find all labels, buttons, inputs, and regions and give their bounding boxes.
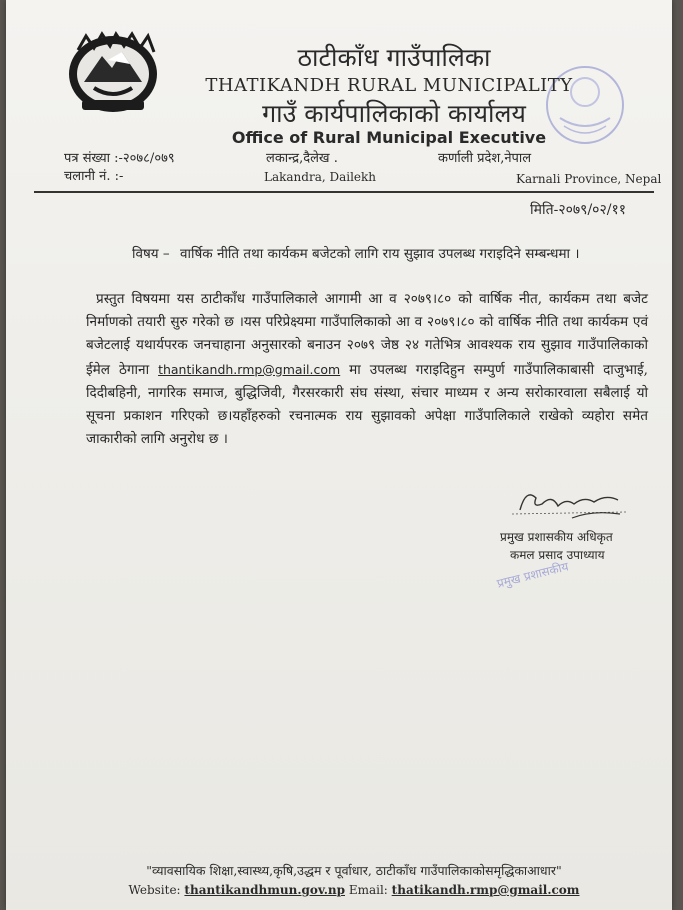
dispatch-number: चलानी नं. :- (64, 169, 124, 184)
footer-email-link[interactable]: thatikandh.rmp@gmail.com (391, 883, 580, 897)
letter-body (86, 288, 648, 451)
footer-website-label: Website: (128, 883, 181, 897)
body-text-part1: प्रस्तुत विषयमा यस ठाटीकाँध गाउँपालिकाले आगामी आ व २०७९।८० को वार्षिक नीत, कार्यकम तथा बजेट निर्माणको तयारी सुरु गरेको छ ।यस परिप्रेक्ष्यमा गाउँपालिकाको आ व २०७९।८० को वार्षिक नीति तथा कार्यकम एवं बजेटलाई यथार्यपरक जनचाहाना अनुसारको बनाउन २०७९ जेष्ठ २४ गतेभित्र आवश्यक राय सुझाव गाउँपालिकाको ईमेल ठेगाना (86, 291, 648, 378)
subject-line (132, 244, 579, 262)
signatory-name: कमल प्रसाद उपाध्याय (510, 548, 605, 562)
signatory-title: प्रमुख प्रशासकीय अधिकृत (500, 530, 613, 544)
body-email-link[interactable]: thantikandh.rmp@gmail.com (158, 361, 341, 377)
province-english: Karnali Province, Nepal (516, 172, 662, 186)
subject-label: विषय – (132, 246, 170, 262)
reference-number: पत्र संख्या :-२०७८/०७९ (64, 151, 175, 166)
province-nepali: कर्णाली प्रदेश,नेपाल (438, 151, 532, 166)
letter-page (6, 0, 672, 910)
footer-website-link[interactable]: thantikandhmun.gov.np (184, 883, 345, 897)
location-english: Lakandra, Dailekh (264, 170, 377, 184)
office-name-nepali: गाउँ कार्यपालिकाको कार्यालय (262, 99, 526, 128)
signature-stamp: प्रमुख प्रशासकीय (495, 559, 570, 591)
header-divider (34, 191, 654, 193)
footer-motto: "व्यावसायिक शिक्षा,स्वास्थ्य,कृषि,उद्धम र पूर्वाधार, ठाटीकाँध गाउँपालिकाकोसमृद्धिकाआधार" (146, 863, 562, 878)
municipality-name-nepali: ठाटीकाँध गाउँपालिका (297, 43, 491, 72)
letter-date: मिति-२०७९/०२/११ (530, 202, 627, 218)
location-nepali: लकान्द्र,दैलेख . (266, 151, 338, 166)
body-text-part2: मा उपलब्ध गराइदिहुन सम्पुर्ण गाउँपालिकाबासी दाजुभाई, दिदीबहिनी, नागरिक समाज, बुद्धिजिवी, गैरसरकारी संघ संस्था, संचार माध्यम र अन्य सरोकारवाला सबैलाई यो सूचना प्रकाशन गरिएको छ।यहाँहरुको रचनात्मक राय सुझावको अपेक्षा गाउँपालिकाले राखेको व्यहोरा समेत जाकारीको लागि अनुरोध छ । (86, 361, 648, 448)
footer-email-label: Email: (348, 883, 388, 897)
office-name-english: Office of Rural Municipal Executive (231, 128, 547, 147)
footer-contact (6, 883, 672, 897)
municipality-name-english: THATIKANDH RURAL MUNICIPALITY (205, 75, 573, 96)
subject-text: वार्षिक नीति तथा कार्यकम बजेटको लागि राय सुझाव उपलब्ध गराइदिने सम्बन्धमा । (179, 246, 580, 262)
handwritten-signature-icon (502, 484, 632, 524)
